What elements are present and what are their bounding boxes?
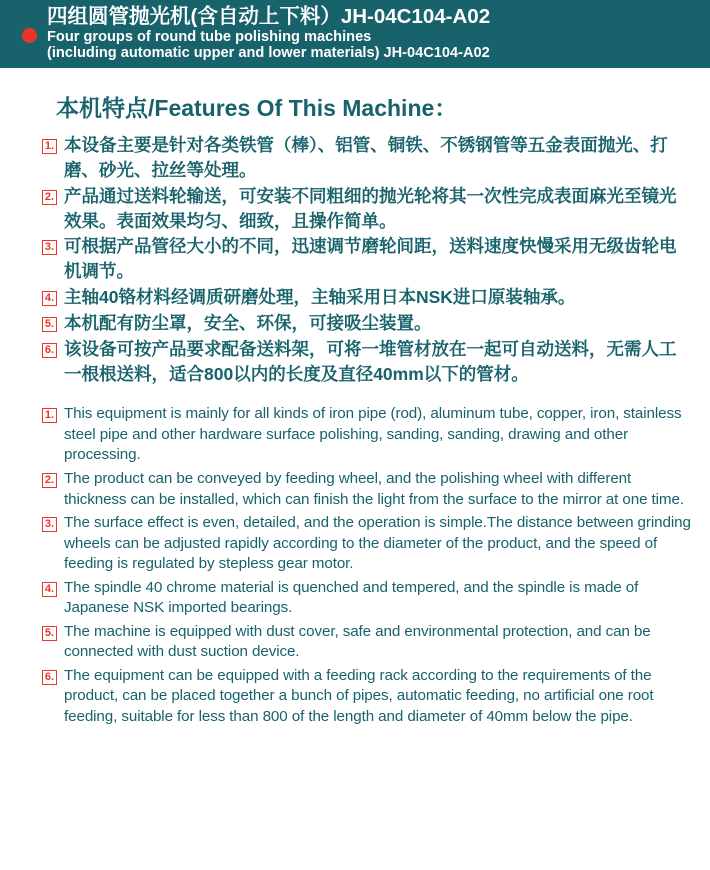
- list-item: [42, 311, 692, 336]
- page-header: [0, 0, 710, 68]
- list-item-number: 1.: [42, 139, 57, 154]
- list-item-number: 3.: [42, 240, 57, 255]
- header-title-chinese: 四组圆管抛光机(含自动上下料）JH-04C104-A02: [47, 5, 491, 29]
- header-title-english-line1: Four groups of round tube polishing machines: [47, 29, 372, 46]
- list-item-text: 可根据产品管径大小的不同，迅速调节磨轮间距，送料速度快慢采用无级齿轮电机调节。: [64, 236, 677, 282]
- list-item-text: This equipment is mainly for all kinds of iron pipe (rod), aluminum tube, copper, iron, stainless steel pipe and other hardware surface polishing, sanding, sanding, drawing and other processing.: [64, 405, 682, 464]
- list-item-number: 5.: [42, 626, 57, 641]
- list-item-number: 6.: [42, 670, 57, 685]
- list-item: [42, 622, 692, 663]
- list-item: [42, 666, 692, 728]
- list-item: [42, 337, 692, 387]
- list-item: [42, 513, 692, 575]
- list-item-text: The surface effect is even, detailed, and the operation is simple.The distance between grinding wheels can be adjusted rapidly according to the diameter of the product, and the speed of feeding is regulated by stepless gear motor.: [64, 514, 691, 573]
- list-item: [42, 234, 692, 284]
- list-item-text: 主轴40铬材料经调质研磨处理，主轴采用日本NSK进口原装轴承。: [64, 287, 576, 308]
- list-item-text: The equipment can be equipped with a feeding rack according to the requirements of the product, can be placed together a bunch of pipes, automatic feeding, no artificial one root feeding, suitable for less than 800 of the length and diameter of 40mm below the pipe.: [64, 666, 654, 725]
- list-item-text: The machine is equipped with dust cover, safe and environmental protection, and can be connected with dust suction device.: [64, 622, 651, 661]
- list-item: [42, 469, 692, 510]
- list-item-text: 本设备主要是针对各类铁管（棒）、铝管、铜铁、不锈钢管等五金表面抛光、打磨、砂光、拉丝等处理。: [64, 135, 668, 180]
- list-item-number: 4.: [42, 291, 57, 306]
- features-chinese-list: [42, 133, 692, 386]
- list-item-number: 6.: [42, 343, 57, 358]
- list-item: [42, 184, 692, 234]
- red-dot-icon: [22, 28, 37, 43]
- list-item-text: 该设备可按产品要求配备送料架，可将一堆管材放在一起可自动送料，无需人工一根根送料，适合800以内的长度及直径40mm以下的管材。: [64, 338, 677, 384]
- list-item-text: The spindle 40 chrome material is quenched and tempered, and the spindle is made of Japanese NSK imported bearings.: [64, 578, 639, 617]
- list-item-number: 1.: [42, 408, 57, 423]
- list-item-number: 5.: [42, 317, 57, 332]
- section-title: 本机特点/Features Of This Machine：: [56, 95, 458, 121]
- list-item-text: The product can be conveyed by feeding wheel, and the polishing wheel with different thickness can be installed, which can finish the light from the surface to the mirror at one time.: [64, 469, 684, 508]
- list-item-number: 3.: [42, 517, 57, 532]
- list-item-text: 产品通过送料轮输送，可安装不同粗细的抛光轮将其一次性完成表面麻光至镜光效果。表面效果均匀、细致，且操作简单。: [64, 185, 677, 231]
- page-content: [0, 68, 710, 727]
- list-item-number: 2.: [42, 473, 57, 488]
- list-item: [42, 285, 692, 310]
- list-item-number: 4.: [42, 582, 57, 597]
- list-item: [42, 404, 692, 466]
- list-item: [42, 133, 692, 183]
- list-item-number: 2.: [42, 190, 57, 205]
- list-item: [42, 578, 692, 619]
- list-item-text: 本机配有防尘罩，安全、环保，可接吸尘装置。: [64, 312, 432, 333]
- header-title-english-line2: (including automatic upper and lower materials) JH-04C104-A02: [47, 44, 490, 61]
- header-text-group: [47, 7, 490, 61]
- features-english-list: [42, 404, 692, 727]
